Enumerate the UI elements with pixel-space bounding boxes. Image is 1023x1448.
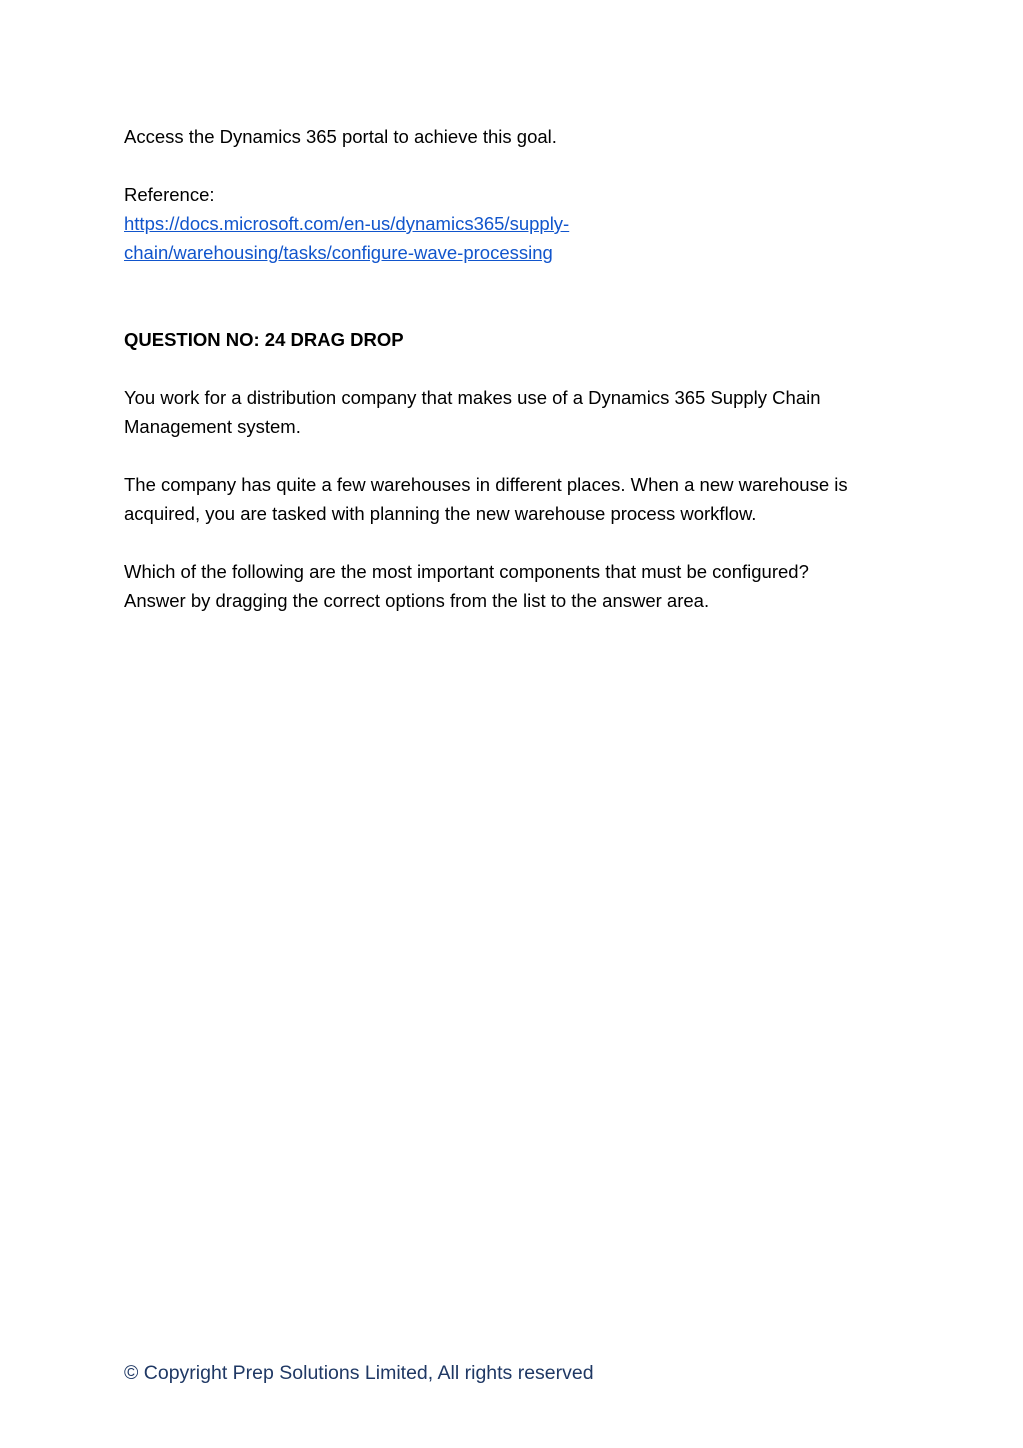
question-p1-line2: Management system.	[124, 416, 301, 437]
question-paragraph-3	[124, 557, 884, 615]
question-paragraph-1	[124, 383, 884, 441]
question-p1-line1: You work for a distribution company that makes use of a Dynamics 365 Supply Chain	[124, 387, 821, 408]
question-p2-line1: The company has quite a few warehouses in different places. When a new warehouse is	[124, 474, 848, 495]
reference-label: Reference:	[124, 184, 215, 205]
question-heading: QUESTION NO: 24 DRAG DROP	[124, 329, 404, 350]
copyright-footer: © Copyright Prep Solutions Limited, All rights reserved	[124, 1362, 594, 1384]
intro-text: Access the Dynamics 365 portal to achieve this goal.	[124, 126, 557, 147]
reference-link-line-1[interactable]: https://docs.microsoft.com/en-us/dynamics365/supply-	[124, 213, 570, 234]
question-p3-line1: Which of the following are the most important components that must be configured?	[124, 561, 809, 582]
document-body	[124, 122, 884, 615]
question-p3-line2: Answer by dragging the correct options from the list to the answer area.	[124, 590, 710, 611]
reference-link-line-2[interactable]: chain/warehousing/tasks/configure-wave-processing	[124, 242, 553, 263]
question-p2-line2: acquired, you are tasked with planning the new warehouse process workflow.	[124, 503, 757, 524]
question-paragraph-2	[124, 470, 884, 528]
